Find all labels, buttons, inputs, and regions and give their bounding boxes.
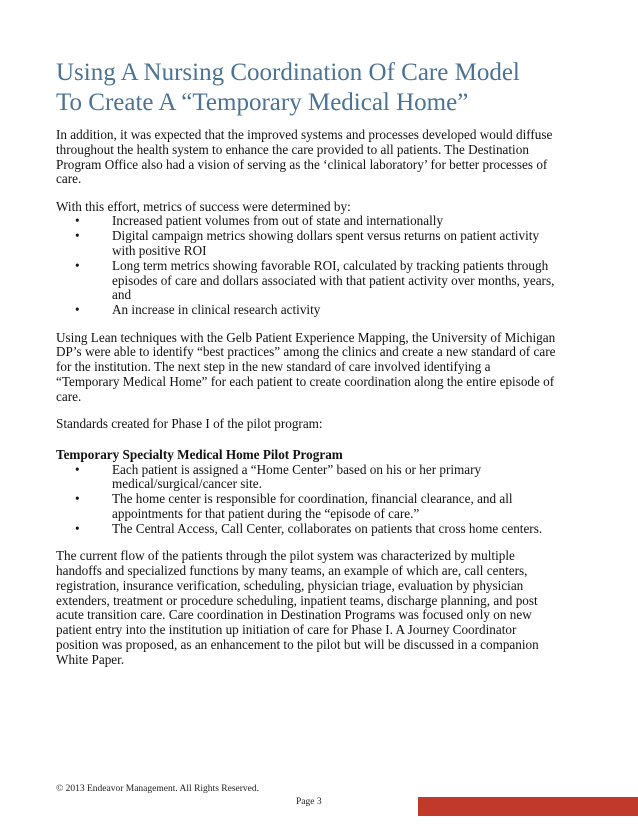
footer-accent-bar: [418, 797, 638, 816]
text-line: DP’s were able to identify “best practices” among the clinics and create a new standard of care: [56, 344, 556, 360]
document-body: [56, 128, 616, 668]
bullet-icon: •: [75, 228, 80, 244]
text-line: registration, insurance verification, scheduling, physician triage, evaluation by physician: [56, 577, 524, 593]
metrics-list: [56, 214, 616, 318]
list-item: [56, 492, 616, 522]
text-line: for the institution. The next step in the new standard of care involved identifying a: [56, 359, 491, 375]
text-line: The current flow of the patients through the pilot system was characterized by multiple: [56, 548, 515, 564]
footer-copyright: © 2013 Endeavor Management. All Rights Reserved.: [56, 784, 259, 794]
text-line: care.: [56, 171, 82, 187]
text-line: Increased patient volumes from out of state and internationally: [112, 213, 444, 229]
text-line: Using Lean techniques with the Gelb Patient Experience Mapping, the University of Michigan: [56, 329, 556, 345]
text-line: The home center is responsible for coordination, financial clearance, and all: [112, 491, 513, 507]
bullet-icon: •: [75, 257, 80, 273]
text-line: White Paper.: [56, 651, 125, 667]
paragraph-lean: [56, 331, 616, 405]
list-item: [56, 229, 616, 259]
page-number: Page 3: [296, 797, 322, 807]
text-line: An increase in clinical research activity: [112, 302, 321, 318]
text-line: extenders, treatment or procedure scheduling, inpatient teams, discharge planning, and post: [56, 592, 538, 608]
text-line: In addition, it was expected that the improved systems and processes developed would diffuse: [56, 127, 553, 142]
text-line: Program Office also had a vision of serving as the ‘clinical laboratory’ for better processes of: [56, 156, 548, 172]
text-line: acute transition care. Care coordination in Destination Programs was focused only on new: [56, 607, 532, 623]
text-line: The Central Access, Call Center, collaborates on patients that cross home centers.: [112, 520, 543, 536]
bullet-icon: •: [75, 520, 80, 536]
text-line: Long term metrics showing favorable ROI, calculated by tracking patients through: [112, 257, 549, 273]
list-item: [56, 214, 616, 229]
title-line: Using A Nursing Coordination Of Care Model: [56, 59, 520, 86]
list-item: [56, 463, 616, 493]
text-line: medical/surgical/cancer site.: [112, 476, 262, 492]
text-line: care.: [56, 388, 82, 404]
text-line: patient entry into the institution up initiation of care for Phase I. A Journey Coordinator: [56, 622, 517, 638]
metrics-intro: With this effort, metrics of success were determined by:: [56, 198, 351, 214]
bullet-icon: •: [75, 491, 80, 507]
text-line: “Temporary Medical Home” for each patient to create coordination along the entire episode of: [56, 373, 555, 389]
bullet-icon: •: [75, 302, 80, 318]
text-line: episodes of care and dollars associated with that patient activity over months, years,: [112, 272, 555, 288]
title-line: To Create A “Temporary Medical Home”: [56, 89, 469, 116]
text-line: appointments for that patient during the “episode of care.”: [112, 506, 420, 522]
bullet-icon: •: [75, 213, 80, 229]
bullet-icon: •: [75, 461, 80, 477]
program-heading: Temporary Specialty Medical Home Pilot Program: [56, 446, 343, 462]
text-line: and: [112, 287, 132, 303]
page-title: [56, 58, 520, 118]
list-item: [56, 522, 616, 537]
paragraph-intro: [56, 128, 616, 187]
text-line: throughout the health system to enhance the care provided to all patients. The Destination: [56, 141, 529, 157]
program-list: [56, 463, 616, 537]
text-line: position was proposed, as an enhancement to the pilot but will be discussed in a companion: [56, 636, 539, 652]
text-line: Digital campaign metrics showing dollars spent versus returns on patient activity: [112, 228, 540, 244]
standards-intro: Standards created for Phase I of the pilot program:: [56, 416, 323, 432]
paragraph-current-flow: [56, 549, 616, 667]
text-line: with positive ROI: [112, 243, 207, 259]
text-line: Each patient is assigned a “Home Center” based on his or her primary: [112, 461, 482, 477]
text-line: handoffs and specialized functions by many teams, an example of which are, call centers,: [56, 562, 528, 578]
list-item: [56, 259, 616, 303]
list-item: [56, 303, 616, 318]
